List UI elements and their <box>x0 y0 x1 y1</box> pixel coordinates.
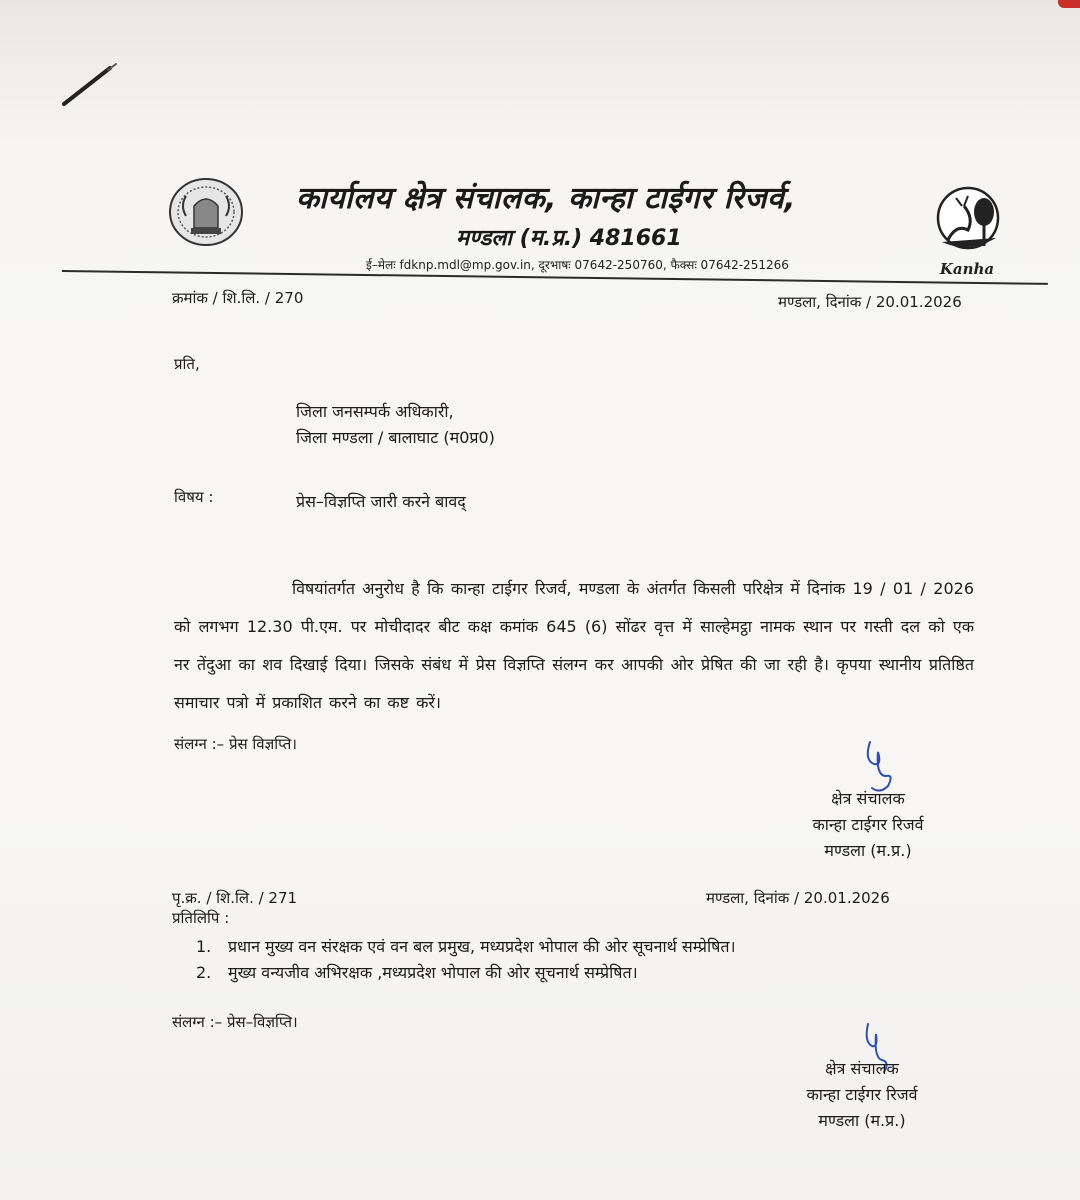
kanha-logo-icon <box>934 184 1004 280</box>
pen-stroke-mark <box>58 60 128 110</box>
enclosure-note: संलग्न :– प्रेस विज्ञप्ति। <box>174 735 297 753</box>
letter-ref-number: क्रमांक / शि.लि. / 270 <box>172 289 304 307</box>
copy-label: प्रतिलिपि : <box>172 909 230 927</box>
list-item <box>196 960 736 986</box>
list-item-text: मुख्य वन्यजीव अभिरक्षक ,मध्यप्रदेश भोपाल की ओर सूचनार्थ सम्प्रेषित। <box>228 963 638 982</box>
to-label: प्रति, <box>174 355 200 373</box>
list-item-number: 1. <box>196 937 212 956</box>
signatory-title: क्षेत्र संचालक <box>831 789 905 808</box>
signatory-title: क्षेत्र संचालक <box>825 1059 899 1078</box>
signatory-place: मण्डला (म.प्र.) <box>818 1111 906 1130</box>
copy-enclosure-note: संलग्न :– प्रेस–विज्ञप्ति। <box>172 1013 298 1031</box>
copy-signatory-block <box>782 1056 942 1134</box>
office-title: कार्यालय क्षेत्र संचालक, कान्हा टाईगर रिजर्व, <box>296 181 797 216</box>
signatory-block <box>788 786 948 864</box>
list-item-text: प्रधान मुख्य वन संरक्षक एवं वन बल प्रमुख, मध्यप्रदेश भोपाल की ओर सूचनार्थ सम्प्रेषित। <box>228 937 736 956</box>
copy-recipient-list <box>196 934 736 986</box>
subject-text: प्रेस–विज्ञप्ति जारी करने बावद् <box>296 492 466 511</box>
signatory-place: मण्डला (म.प्र.) <box>824 841 912 860</box>
letter-date: मण्डला, दिनांक / 20.01.2026 <box>778 293 962 311</box>
addressee-line-2: जिला मण्डला / बालाघाट (म0प्र0) <box>296 428 495 447</box>
copy-date: मण्डला, दिनांक / 20.01.2026 <box>706 889 890 907</box>
office-address: मण्डला (म.प्र.) 481661 <box>456 226 682 251</box>
corner-mark <box>1058 0 1080 8</box>
copy-ref-number: पृ.क्र. / शि.लि. / 271 <box>172 889 298 907</box>
office-contact: ई–मेलः fdknp.mdl@mp.gov.in, दूरभाषः 07642-250760, फैक्सः 07642-251266 <box>366 258 789 272</box>
signatory-org: कान्हा टाईगर रिजर्व <box>806 1085 918 1104</box>
letter-body: विषयांतर्गत अनुरोध है कि कान्हा टाईगर रिजर्व, मण्डला के अंतर्गत किसली परिक्षेत्र में दिनांक 19 / 01 / 2026 को लगभग 12.30 पी.एम. पर मोचीदादर बीट कक्ष कमांक 645 (6) सोंढर वृत्त में साल्हेमट्ठा नामक स्थान पर गस्ती दल को एक नर तेंदुआ का शव दिखाई दिया। जिसके संबंध में प्रेस विज्ञप्ति संलग्न कर आपकी ओर प्रेषित की जा रही है। कृपया स्थानीय प्रतिष्ठित समाचार पत्रो में प्रकाशित करने का कष्ट करें। <box>174 579 974 712</box>
addressee-line-1: जिला जनसम्पर्क अधिकारी, <box>296 402 454 421</box>
logo-text: Kanha <box>939 260 995 278</box>
list-item-number: 2. <box>196 963 212 982</box>
signatory-org: कान्हा टाईगर रिजर्व <box>812 815 924 834</box>
subject-label: विषय : <box>174 488 214 506</box>
state-emblem-icon <box>166 176 246 248</box>
list-item <box>196 934 736 960</box>
